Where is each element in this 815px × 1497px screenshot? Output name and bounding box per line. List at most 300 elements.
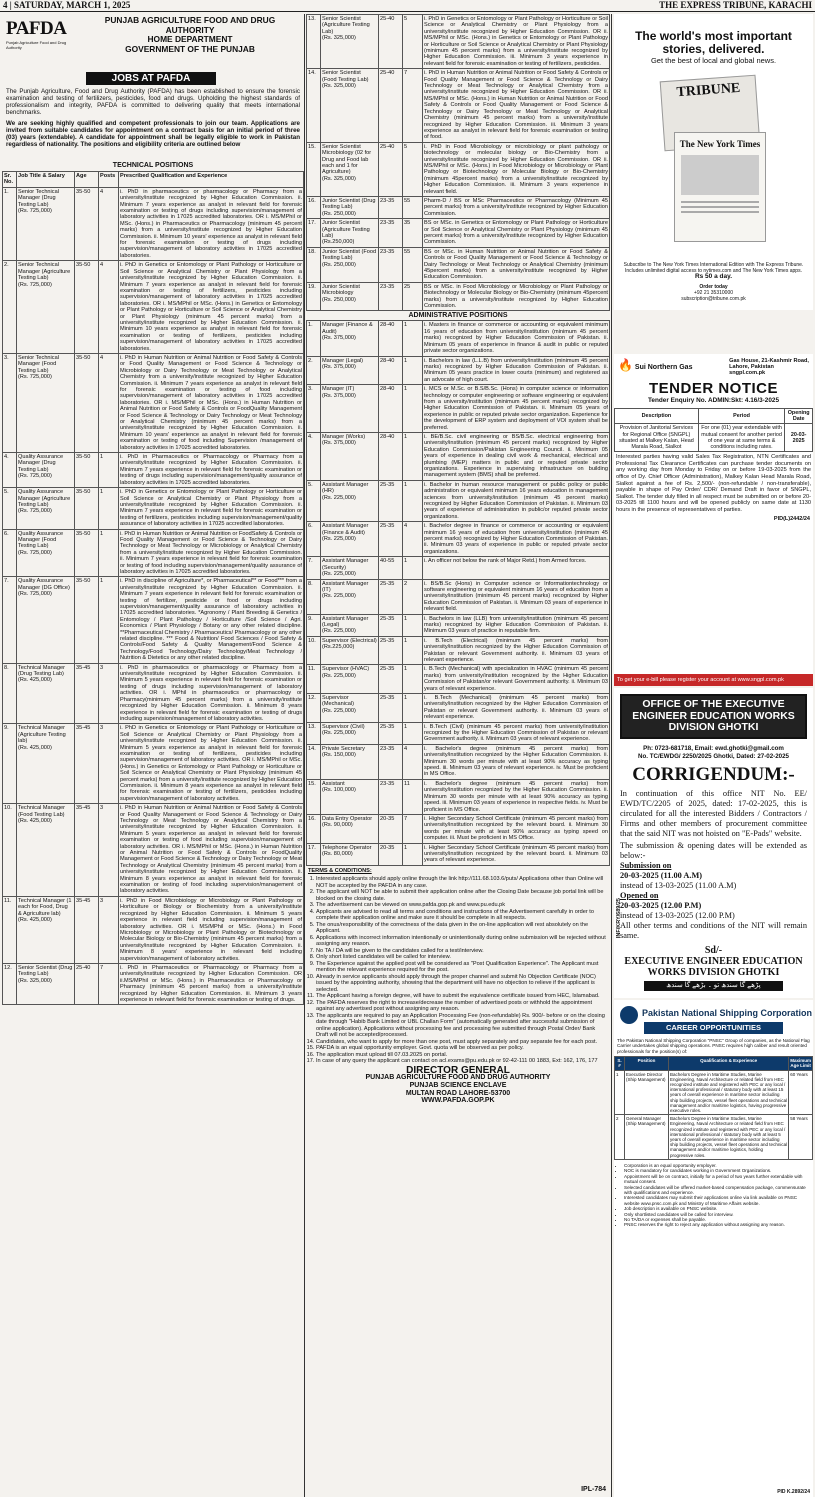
row-posts: 1 [99, 529, 119, 577]
job-title: Junior Scientist (Agriculture Testing Lab) [322, 220, 370, 239]
row-title [17, 577, 75, 663]
row-title [321, 522, 379, 557]
row-qualification: i. PhD in Human Nutrition or Animal Nutrition or Food Safety & Controls or Food Quality Management or Food Science & Technology or Microbiology or Dairy Technology or Meat Technology or Analytical Chemistry from a university/institute recognized by Higher Education Commission. ii. Minimum 7 years experience as analyst in relevant field for forensic examination or testing of food including supervision/management of laboratory activities in 17025 accredited laboratories. OR i. MS/MPhil or MSc. (Hons.) in Human Nutrition or Animal Nutrition or Food Safety & Controls or FoodQuality Management or Food Science & Technology or Dairy Technology or Meat Technology or Analytical Chemistry (minimum 45 percent marks) from a university/institute recognized by Higher Education Commission. ii. Minimum 10 years' experience as analyst in relevant field for forensic examination or testing of food including Supervision /management of laboratory activities in 17025 accredited laboratories. [120, 354, 302, 451]
table-row [3, 353, 304, 452]
row-age: 25-40 [75, 963, 99, 1004]
row-sr: 7. [307, 557, 321, 579]
table-row [307, 722, 610, 744]
table-row [307, 665, 610, 694]
job-salary: (Rs. 225,000) [322, 593, 356, 600]
row-title [321, 843, 379, 865]
row-age: 35-50 [75, 187, 99, 260]
row-sr: 2. [3, 261, 17, 354]
col-header: Description [615, 409, 699, 424]
blurb-line: Subscribe to The New York Times International Edition with The Express Tribune. [623, 262, 804, 268]
ghotki-ref: No. TC/EWDG/ 2250/2025 Ghotki, Dated: 27-02-2025 [638, 752, 789, 760]
tender-description: Provision of Janitorial Services for Regional Office (SNGPL) situated at Malkey Kalan, Head Marala Road, Sialkot [615, 424, 699, 452]
technical-table-continued [306, 14, 610, 311]
row-sr: 10. [307, 636, 321, 665]
sig-line: PUNJAB AGRICULTURE FOOD AND DRUG AUTHORITY [365, 1074, 551, 1082]
row-title [17, 529, 75, 577]
table-row [615, 1115, 813, 1160]
row-age: 35-45 [75, 804, 99, 897]
job-salary: (Rs. 725,000) [18, 281, 52, 288]
row-posts: 35 [403, 219, 423, 248]
row-qualification: i. PhD in Genetics or Entomology or Plant Pathology or Horticulture or Soil Science or Analytical Chemistry or Plant Physiology from a university/institute recognized by Higher Education Commission. ii. Minimum 7 years experience as analyst in relevant field for forensic examination or testing of fertilizers, pesticides including supervision/management of laboratory activities in 17025 accredited laboratories. OR i. MS/MPhil or MSc. (Hons.) in Genetics or Entomology or Plant Pathology or Horticulture or Soil Science or Analytical Chemistry or Plant Physiology (minimum 45 percent marks) from a university/institute recognized by Higher Education Commission. ii. Minimum 10 years experience as analyst in relevant field for forensic examination or testing of fertilizers, pesticides including supervision/management of laboratory activities in 17025 accredited laboratories. [120, 262, 302, 352]
row-title [321, 722, 379, 744]
row-posts: 4 [403, 522, 423, 557]
ebill-bar: To get your e-bill please register your account at www.sngpl.com.pk [614, 674, 813, 686]
row-title [17, 261, 75, 354]
note-item: • Only shortlisted candidates will be called for interview. [624, 1212, 810, 1217]
row-posts: 1 [99, 488, 119, 529]
row-posts: 3 [99, 896, 119, 963]
job-salary: (Rs. 250,000) [322, 210, 356, 217]
job-salary: (Rs. 225,000) [322, 571, 356, 578]
job-title: Supervisor (Electrical) [322, 637, 377, 644]
job-salary: (Rs. 225,000) [322, 628, 356, 635]
job-title: Manager (IT) [322, 386, 355, 393]
row-title [17, 353, 75, 452]
table-row [307, 579, 610, 614]
flame-icon: 🔥 [618, 358, 633, 372]
row-posts: 4 [99, 353, 119, 452]
blurb-line: Includes unlimited digital access to nytimes.com and The New York Times apps. [625, 268, 802, 274]
tender-table [614, 408, 813, 452]
column-divider [611, 14, 612, 1497]
row-sr: 14. [307, 744, 321, 779]
row-sr: 15. [307, 779, 321, 814]
row-qualification: i. PhD in Human Nutrition or Animal Nutrition or FoodSafety & Controls or Food Quality Management or Food Science & Technology or Dairy Technology or Meat Technology or Microbiology or Analytical Chemistry from a university/institute recognized by Higher Education Commission. ii. Minimum 7 years experience in relevant field for forensic examination or testing of food including supervision/management/quality assurance of laboratory activities in 17025 accredited laboratories. [120, 530, 302, 575]
job-salary: (Rs. 225,000) [322, 494, 356, 501]
col-header: Prescribed Qualification and Experience [119, 172, 304, 188]
job-title: Senior Technical Manager (Food Testing Lab) [18, 354, 59, 374]
note-item: • Corporation is an equal opportunity employer. [624, 1163, 810, 1168]
row-title [321, 69, 379, 142]
row-qualification: i. PhD in pharmaceutics or pharmacology or Pharmacy from a university/institute recognized by Higher Education Commission. ii. Minimum 5 years experience in relevant field for forensic examination or testing of drugs including supervision/management of laboratory activities. OR i. MPhil in pharmaceutics or pharmacology or Pharmacy(minimum 45 percent marks) from a university/institute recognized by Higher Education Commission. ii. Minimum 8 years experience in relevant field for forensic examination or testing of drugs including supervision/management of laboratory activities. [120, 664, 302, 722]
nyt-subscription-ad [614, 14, 813, 310]
row-title [17, 963, 75, 1004]
row-posts: 1 [403, 321, 423, 356]
row-age: 23-35 [379, 744, 403, 779]
table-header-row [3, 172, 304, 188]
row-sr: 9. [307, 614, 321, 636]
job-title: Junior Scientist Microbiology [322, 283, 360, 297]
job-salary: (Rs. 325,000) [322, 35, 356, 42]
job-salary: (Rs. 725,000) [18, 549, 52, 556]
job-title: Data Entry Operator [322, 815, 373, 822]
table-row [307, 432, 610, 480]
row-age: 25-35 [379, 579, 403, 614]
row-posts: 1 [403, 636, 423, 665]
row-age: 25-40 [379, 15, 403, 69]
page-header [0, 0, 815, 12]
row-title [321, 779, 379, 814]
pnsc-table [614, 1056, 813, 1160]
row-posts: 4 [403, 744, 423, 779]
table-row [3, 187, 304, 260]
table-row [307, 557, 610, 579]
row-qualification: Pharm-D / BS or MSc Pharmaceutics or Pharmacology (Minimum 45 percent marks) from a university/institute recognized by Higher Education Commission. [424, 197, 608, 217]
table-row [307, 480, 610, 521]
row-age: 23-35 [379, 779, 403, 814]
row-number: 2 [615, 1115, 625, 1160]
col-header: Opening Date [785, 409, 813, 424]
row-age: 25-35 [379, 614, 403, 636]
row-title [321, 247, 379, 282]
body-paragraph: The submission & opening dates will be extended as below:- [620, 840, 807, 860]
sngpl-logo [618, 358, 692, 376]
term-item: 8. Only short listed candidates will be called for interview. [316, 954, 608, 961]
row-title [321, 321, 379, 356]
table-row [307, 636, 610, 665]
sngpl-name: Sui Northern Gas [634, 364, 693, 371]
tender-enquiry: Tender Enquiry No. ADMIN:Skt: 4.16/3-2025 [647, 397, 780, 404]
note-item: • No TA/DA or expenses shall be payable. [624, 1217, 810, 1222]
term-item: 12. The PAFDA reserves the right to increase/decrease the number of advertised posts or withhold the appointment against any advertised post without assigning any reason. [316, 1000, 608, 1013]
row-age: 25-40 [379, 142, 403, 196]
table-row [307, 694, 610, 723]
row-posts: 1 [403, 480, 423, 521]
job-title: Senior Scientist (Drug Testing Lab) [18, 964, 73, 978]
row-title [321, 282, 379, 311]
row-title [321, 744, 379, 779]
row-qualification: i. Bachelors in law (L.L.B) from university/institution (minimum 45 percent marks) recognized by Higher Education Commission of Pakistan. ii. Minimum 05 years practice in lower courts (minimum) and registered as an advocate of high court. [424, 357, 608, 383]
job-salary: (Rs. 725,000) [18, 374, 52, 381]
intro-paragraph: We are seeking highly qualified and competent professionals to join our team. Applications are invited from suitable candidates for appointment on a contract basis for an initial period of three (03) years (extendable). A candidate for appointment shall be legally eligible to work in Pakistan regardless of nationality. The positions and eligibility criteria are outlined below [6, 120, 300, 148]
jobs-banner: JOBS AT PAFDA [86, 72, 216, 85]
row-position: General Manager (Ship Management) [625, 1115, 669, 1160]
job-title: Telephone Operator [322, 844, 372, 851]
row-title [321, 356, 379, 385]
row-posts: 1 [403, 694, 423, 723]
row-age: 25-35 [379, 522, 403, 557]
row-title [321, 579, 379, 614]
col-header: Sr. No. [3, 172, 17, 188]
submission-heading: Submission on [620, 860, 672, 870]
row-qualification: i. Higher Secondary School Certificate (minimum 45 percent marks) from university/institution recognized by the relevant board. ii. Minimum 03 years of relevant experience. [424, 844, 608, 864]
order-phone: +92 21 35310000 [693, 290, 734, 296]
term-item: 6. Applications with incorrect information intentionally or unintentionally during online submission will be rejected without assigning any reason. [316, 935, 608, 948]
term-item: 5. The onus/responsibility of the correctness of the data given in the on-line application will rest absolutely on the Applicant. [316, 922, 608, 935]
job-title: Assistant [322, 780, 345, 787]
job-title: Assistant Manager (IT) [322, 580, 369, 593]
col-header: Position [625, 1057, 669, 1070]
body-paragraph: All other terms and conditions of the NIT will remain same. [620, 920, 807, 940]
term-item: 17. In case of any query the applicant can contact on acl.exams@pu.edu.pk or 92-42-111 00 1883, Ext: 162, 176, 177 [316, 1058, 608, 1065]
submission-old-date: instead of 13-03-2025 (11.00 A.M) [620, 880, 737, 890]
table-row [615, 1070, 813, 1115]
row-sr: 6. [3, 529, 17, 577]
pnsc-intro: The Pakistan National Shipping Corporation "PNSC" Group of companies, as the National Flag Carrier undertakes global shipping operations. PNSC requires high caliber and result oriented professionals for the position(s) of: [617, 1038, 810, 1054]
table-row [307, 779, 610, 814]
tender-pid: PID(L)2442/24 [773, 515, 810, 522]
sd-mark: Sd/- [704, 944, 723, 956]
term-item: 1. Interested applicants should apply online through the link http://111.68.103.6/puts/ Applications other than Online will NOT be accepted by the PAFDA in any case. [316, 876, 608, 889]
row-age: 25-35 [379, 722, 403, 744]
job-salary: (Rs. 375,000) [322, 392, 356, 399]
col-header: S. # [615, 1057, 625, 1070]
job-title: Assistant Manager (HR) [322, 481, 369, 495]
page-date: 4 | SATURDAY, MARCH 1, 2025 [3, 0, 131, 10]
job-title: Junior Scientist (Food Testing Lab) [322, 248, 377, 262]
row-title [321, 614, 379, 636]
job-salary: (Rs. 250,000) [322, 261, 356, 268]
job-title: Manager (Finance & Audit) [322, 322, 373, 335]
row-posts: 1 [403, 432, 423, 480]
job-title: Private Secretary [322, 745, 365, 752]
job-title: Assistant Manager (Finance & Audit) [322, 523, 369, 536]
job-salary: (Rs. 425,000) [18, 917, 52, 924]
term-item: 7. No TA / DA will be given to the candidates called for a test/interview. [316, 948, 608, 955]
row-age: 35-45 [75, 724, 99, 804]
admin-positions-title: ADMINISTRATIVE POSITIONS [408, 312, 508, 320]
table-row [3, 804, 304, 897]
row-qualification: i. PhD in Genetics or Entomology or Plant Pathology or Horticulture or Soil Science or Analytical Chemistry or Plant Physiology from a university/institute recognized by Higher Education Commission. ii. Minimum 5 years experience as analyst in relevant field for forensic examination or testing of fertilizers, pesticides including supervision/management of laboratory activities. OR i. MS/MPhil or MSc. (Hons.) in Genetics or Entomology or Plant Pathology or Horticulture or Soil Science or Analytical Chemistry or Plant Physiology (minimum 45 percent marks) from a university/institute recognized by Higher Education Commission. ii. Minimum 8 years experience as analyst in relevant field for forensic examination or testing of fertilizers, pesticides including supervision/management of laboratory activities. [120, 725, 302, 802]
row-age: 28-40 [379, 385, 403, 433]
job-salary: (Rs. 375,000) [322, 335, 356, 342]
order-email: subscription@tribune.com.pk [681, 296, 746, 302]
row-posts: 55 [403, 196, 423, 218]
job-title: Supervisor (HVAC) [322, 666, 370, 673]
row-sr: 5. [307, 480, 321, 521]
row-title [321, 432, 379, 480]
note-item: • Selected candidates will be offered market-based compensation package, commensurate with qualifications and experience. [624, 1185, 810, 1196]
row-posts: 1 [403, 843, 423, 865]
row-sr: 11. [3, 896, 17, 963]
row-title [17, 663, 75, 724]
inf-code: INF/KRY/689/25 [616, 898, 622, 939]
row-posts: 4 [99, 187, 119, 260]
row-posts: 3 [99, 804, 119, 897]
tender-period: For one (01) year extendable with mutual consent for another period of one year at same terms & conditions including rates. [698, 424, 785, 452]
row-qualification: BS or MSc. in Human Nutrition or Animal Nutrition or Food Safety & Controls or Food Quality Management or Food Science & Technology or Dairy Technology or Meat Technology or Analytical Chemistry (minimum 45percent marks) from a university/institute recognized by Higher Education Commission. [424, 248, 608, 281]
row-age: 58 Years [789, 1115, 813, 1160]
row-qualification: i. Bachelor's degree (minimum 45 percent marks) from university/institution recognized by the Higher Education Commission. ii. Minimum 30 words per minute with at least 90% accuracy as typing speed. iii. Minimum 03 years of experience in respective fields. iv. Must be proficient in MS Office. [424, 780, 608, 813]
job-title: Junior Scientist (Drug Testing Lab) [322, 197, 376, 211]
career-banner: CAREER OPPORTUNITIES [644, 1022, 783, 1034]
newspaper-image [674, 132, 766, 242]
row-sr: 16. [307, 814, 321, 843]
row-qualification: i. PhD in Human Nutrition or Animal Nutrition or Food Safety & Controls or Food Quality Management or Food Science & Technology or Dairy Technology or Meat Technology or Analytical Chemistry from a university/institute recognized by Higher Education Commission. OR ii. MS/MPhil or MSc. (Hons.) in Human Nutrition or Animal Nutrition or Food Safety & Controls or Food Quality Management or Food Science & Technology or Dairy Technology or Meat Technology or Analytical Chemistry (minimum 45 percent marks) from a university/institute recognized by Higher Education Commission. iii. Minimum 3 years experience as analyst in relevant field for forensic examination or testing of food. [424, 70, 608, 141]
address-line: Lahore, Pakistan [729, 364, 774, 370]
sngpl-header [614, 354, 813, 380]
row-posts: 1 [99, 577, 119, 663]
row-qualification: Bachelors Degree in Maritime Studies, Marine Engineering, Naval Architecture or related field from HEC recognized institute and registered with PEC or any local / international professional / statutory body with at least 15 years of overall experience in maritime sector including ship building projects, vessel fleet operations and technical management and/or maritime logistics, having progressive executive roles. [670, 1071, 788, 1114]
row-title [321, 636, 379, 665]
row-qualification: i. Bachelor's degree (minimum 45 percent marks) from university/institution recognized by the Higher Education Commission. ii. Minimum 30 words per minute with at least 90% accuracy as typing speed. iii. Minimum 03 years of relevant experience. iv. Must be proficient in MS Office. [424, 745, 608, 778]
pafda-intro [6, 88, 300, 152]
opening-old-date: instead of 13-03-2025 (12.00 P.M) [620, 910, 735, 920]
pafda-ad-left [2, 14, 304, 1497]
job-salary: (Rs. 425,000) [18, 677, 52, 684]
row-posts: 7 [403, 69, 423, 142]
row-sr: 13. [307, 15, 321, 69]
row-qualification: i. PhD in Food Microbiology or Microbiology or Plant Pathology or Horticulture or Biology or Biochemistry from a university/institute recognized by Higher Education Commission. ii. Minimum 5 years experience in relevant field including supervision/management of laboratory activities. OR i. MS/MPhil or MSc. (Hons.) in Food Microbiology or Microbiology or Plant Pathology or Biotechnology or Molecular Biology or Bio-Chemistry (minimum 45 percent marks) from a university/institute recognized by Higher Education Commission. ii. Minimum 8 years' experience in relevant field including supervision/management of laboratory activities. [120, 897, 302, 962]
job-title: Manager (Legal) [322, 357, 364, 364]
job-salary: (Rs. 225,000) [322, 672, 356, 679]
row-sr: 4. [307, 432, 321, 480]
technical-positions-title: TECHNICAL POSITIONS [112, 162, 194, 169]
sig-line: WWW.PAFDA.GOP.PK [421, 1097, 495, 1105]
table-row [3, 963, 304, 1004]
sngpl-web: sngpl.com.pk [729, 370, 766, 376]
row-title [321, 219, 379, 248]
row-qualification: i. PhD in Genetics or Entomology or Plant Pathology or Horticulture or Soil Science or Analytical Chemistry or Plant Physiology from a university/institute recognized by Higher Education Commission. ii. Minimum 7 years experience in relevant field for forensic examination or testing of fertilizers, pesticides including supervision/management/quality assurance of laboratory activities in 17025 accredited laboratories. [120, 489, 302, 528]
row-sr: 12. [3, 963, 17, 1004]
job-salary: (Rs. 425,000) [18, 818, 52, 824]
ghotki-signature [614, 945, 813, 978]
terms-conditions [306, 866, 610, 1067]
table-row [3, 577, 304, 663]
row-sr: 17. [307, 843, 321, 865]
table-row [307, 356, 610, 385]
column-divider [304, 14, 305, 1497]
pafda-org-title [80, 16, 300, 54]
text-line [681, 201, 759, 203]
job-title: Technical Manager (Drug Testing Lab) [18, 664, 65, 678]
row-sr: 14. [307, 69, 321, 142]
row-age: 35-50 [75, 353, 99, 452]
terms-list [308, 876, 608, 1065]
urdu-slogan: پڑھے گا سندھ تو ۔ بڑھے گا سندھ [644, 981, 783, 991]
row-age: 25-35 [379, 665, 403, 694]
text-line [681, 211, 759, 213]
row-age: 25-35 [379, 636, 403, 665]
term-item: 14. Candidates, who want to apply for more than one post, must apply separately and pay separate fee for each post. [316, 1039, 608, 1046]
row-age: 25-35 [379, 694, 403, 723]
row-title [321, 385, 379, 433]
row-qualification: i. BS/B.Sc (Hons) in Computer science or Informationtechnology or software engineering or equivalent minimum 16 years of education from a university/institution (minimum 45 percent marks) recognized by Higher Education Commission of Pakistan. ii. Minimum 03 years of experience in relevant field. [424, 580, 608, 613]
table-row [307, 247, 610, 282]
row-age: 35-50 [75, 529, 99, 577]
job-title: Technical Manager (Food Testing Lab) [18, 805, 65, 818]
row-age: 23-35 [379, 196, 403, 218]
row-sr: 15. [307, 142, 321, 196]
paper-name: THE EXPRESS TRIBUNE, KARACHI [659, 0, 812, 10]
row-sr: 19. [307, 282, 321, 311]
note-item: • Appointment will be on contract, initially for a period of two years further extendable with mutual consent. [624, 1174, 810, 1185]
row-sr: 17. [307, 219, 321, 248]
sngpl-tender-ad [614, 354, 813, 686]
row-posts: 55 [403, 247, 423, 282]
row-title [321, 480, 379, 521]
row-sr: 16. [307, 196, 321, 218]
row-title [321, 15, 379, 69]
row-sr: 8. [3, 663, 17, 724]
table-row [307, 744, 610, 779]
note-item: • Interested candidates may submit their applications online via link available on PNSC website www.pnsc.com.pk and Ministry of Maritime Affairs website. [624, 1195, 810, 1206]
row-number: 1 [615, 1070, 625, 1115]
job-title: Supervisor (Mechanical) [322, 695, 355, 708]
row-title [17, 488, 75, 529]
pafda-logo-sub: Punjab Agriculture Food and Drug Authority [6, 40, 67, 50]
address-line: Gas House, 21-Kashmir Road, [729, 358, 809, 364]
row-posts: 25 [403, 282, 423, 311]
row-posts: 1 [403, 356, 423, 385]
job-title: Technical Manager (Agriculture Testing lab) [18, 725, 66, 745]
col-header: Qualification & Experience [669, 1057, 789, 1070]
row-title [17, 896, 75, 963]
nyt-price: Rs 50 a day. [694, 273, 733, 280]
row-qualification: i. Bachelors in law (LLB) from university/institution (minimum 45 percent marks) recognized by Higher Education Commission of Pakistan. ii. Minimum 03 years of practice in reputable firm. [424, 615, 608, 635]
row-qualification: i. PhD in Pharmaceutics or Pharmacology or Pharmacy from a university/institute recognized by Higher Education Commission. OR ii.MS/MPhil or MSc. (Hons.) in Pharmaceutics or Pharmacology or Pharmacy (minimum 45 percent marks) from a university/institute recognized by Higher Education Commission. iii. Minimum 3 years experience in relevant field for forensic examination or testing of drugs. [120, 964, 302, 1003]
submission-date: 20-03-2025 (11.00 A.M) [620, 870, 703, 880]
note-item: • Job description is available on PNSC website. [624, 1206, 810, 1211]
nyt-masthead: The New York Times [679, 139, 761, 149]
job-salary: (Rs. 80,000) [322, 850, 353, 857]
row-posts: 5 [403, 142, 423, 196]
body-paragraph: In continuation of this office NIT No. EE/ EWD/TC/2205 of 2025, dated: 17-02-2025, this is circulated for all the interested Bidders / Contractors / Firms and other members of procurement committee that the said NIT was not hoisted on "E-Pads" website. [620, 788, 807, 838]
ipl-code: IPL-784 [581, 1486, 606, 1493]
job-title: Manager (Works) [322, 433, 366, 440]
nyt-subheadline: Get the best of local and global news. [650, 56, 777, 65]
row-posts: 5 [403, 15, 423, 69]
job-title: Senior Technical Manager (Agriculture Testing Lab) [18, 262, 71, 282]
right-ads [614, 14, 813, 1497]
row-title [321, 142, 379, 196]
tender-opening: 20-03-2025 [785, 424, 813, 452]
row-qualification: i. PhD in pharmaceutics or pharmacology or Pharmacy from a university/institute recognized by Higher Education Commission. ii. Minimum 7 years experience as analyst in relevant field for forensic examination or testing of drugs including supervision/management of laboratory activities in 17025 accredited laboratories. OR i. MS/MPhil or MSc. (Hons.) in Pharmaceutics or Pharmacology (minimum 45 percent marks) from a university/institute recognized by Higher Education Commission. ii. Minimum 10 years' experience as analyst in relevant field for forensic examination or testing of drugs including supervision/management of laboratory activities in 17025 accredited laboratories. [120, 188, 302, 259]
sngpl-address [729, 358, 809, 376]
job-salary: (Rs. 100,000) [322, 787, 356, 794]
row-qualification: i. PhD in Food Microbiology or microbiology or plant pathology or biotechnology or molecular biology or Bio-Chemistry from a university/institute recognized by Higher Education Commission. OR ii. MS/MPhil or MSc. (Hons.) in Food Microbiology or Microbiology or Plant Pathology or Biotechnology or Molecular Biology or Bio-Chemistry (minimum 45percent marks) from a university/institute recognized by Higher Education Commission. iii. Minimum 3 years experience in relevant field. [424, 143, 608, 195]
row-age: 25-40 [379, 69, 403, 142]
term-item: 9. The Experience against the applied post will be considered as "Post Qualification Experience". The Applicant must mention the relevant experience required for the post. [316, 961, 608, 974]
job-salary: (Rs. 375,000) [322, 363, 356, 370]
job-salary: (Rs. 375,000) [322, 440, 356, 447]
row-sr: 5. [3, 488, 17, 529]
job-title: Senior Scientist (Agriculture Testing Lab) [322, 16, 370, 35]
row-posts: 1 [403, 385, 423, 433]
table-row [307, 69, 610, 142]
row-qualification: i. Higher Secondary School Certificate (minimum 45 percent marks) from university/institution recognized by the relevant board. ii. Minimum 30 words per minute with at least 90% accuracy as typing speed on computer. iii. Must be proficient in MS Office. [424, 815, 608, 842]
term-item: 16. The application must upload till 07.03.2025 on portal. [316, 1052, 608, 1059]
job-title: Quality Assurance Manager (DG Office) [18, 578, 70, 591]
row-age: 23-35 [379, 247, 403, 282]
org-line: GOVERNMENT OF THE PUNJAB [125, 43, 255, 54]
row-qualification: i. BE/B.Sc. civil engineering or BS/B.Sc. electrical engineering from university/institution (minimum 45 percent marks) recognized by Higher Education Commission/Pakistan Engineering Council. ii. Minimum 05 years of experience in dealing civil work & mechanical, electrical and plumbing (MEP) matters in public and or reputed private sector organizations. Experience in supervising infrastructure on building management system (BMS) shall be preferred. [424, 433, 608, 479]
job-title: Supervisor (Civil) [322, 723, 365, 730]
job-salary: (Rs. 425,000) [18, 744, 52, 751]
pafda-logo-mark: PAFDA [6, 18, 67, 39]
row-sr: 8. [307, 579, 321, 614]
job-salary: (Rs. 325,000) [322, 83, 356, 90]
row-age: 35-50 [75, 577, 99, 663]
job-salary: (Rs. 90,000) [322, 822, 353, 829]
job-salary: (Rs. 325,000) [18, 977, 52, 984]
row-sr: 11. [307, 665, 321, 694]
row-title [321, 665, 379, 694]
job-title: Senior Scientist Microbiology (02 for Drug and Food lab each and 1 for Agriculture) [322, 143, 372, 176]
row-sr: 2. [307, 356, 321, 385]
table-row [307, 843, 610, 865]
table-row [3, 529, 304, 577]
row-sr: 4. [3, 453, 17, 488]
corrigendum-body [614, 789, 813, 941]
table-header-row [615, 1057, 813, 1070]
job-salary: (Rs. 225,000) [322, 536, 356, 543]
row-qualification: i. Bachelor degree in finance or commerce or accounting or equivalent minimum 16 years of education from university/institution (minimum 45 percent marks) recognized by Higher Education Commission of Pakistan. ii. Minimum 03 years of experience in public or reputed private sector organizations. [424, 523, 608, 555]
director-title: DIRECTOR GENERAL [406, 1064, 510, 1076]
sig-line: PUNJAB SCIENCE ENCLAVE [409, 1081, 507, 1089]
row-title [17, 453, 75, 488]
row-posts: 3 [99, 663, 119, 724]
nyt-blurb [614, 262, 813, 302]
row-sr: 9. [3, 724, 17, 804]
row-title [321, 814, 379, 843]
pafda-ad-middle [306, 14, 610, 1497]
